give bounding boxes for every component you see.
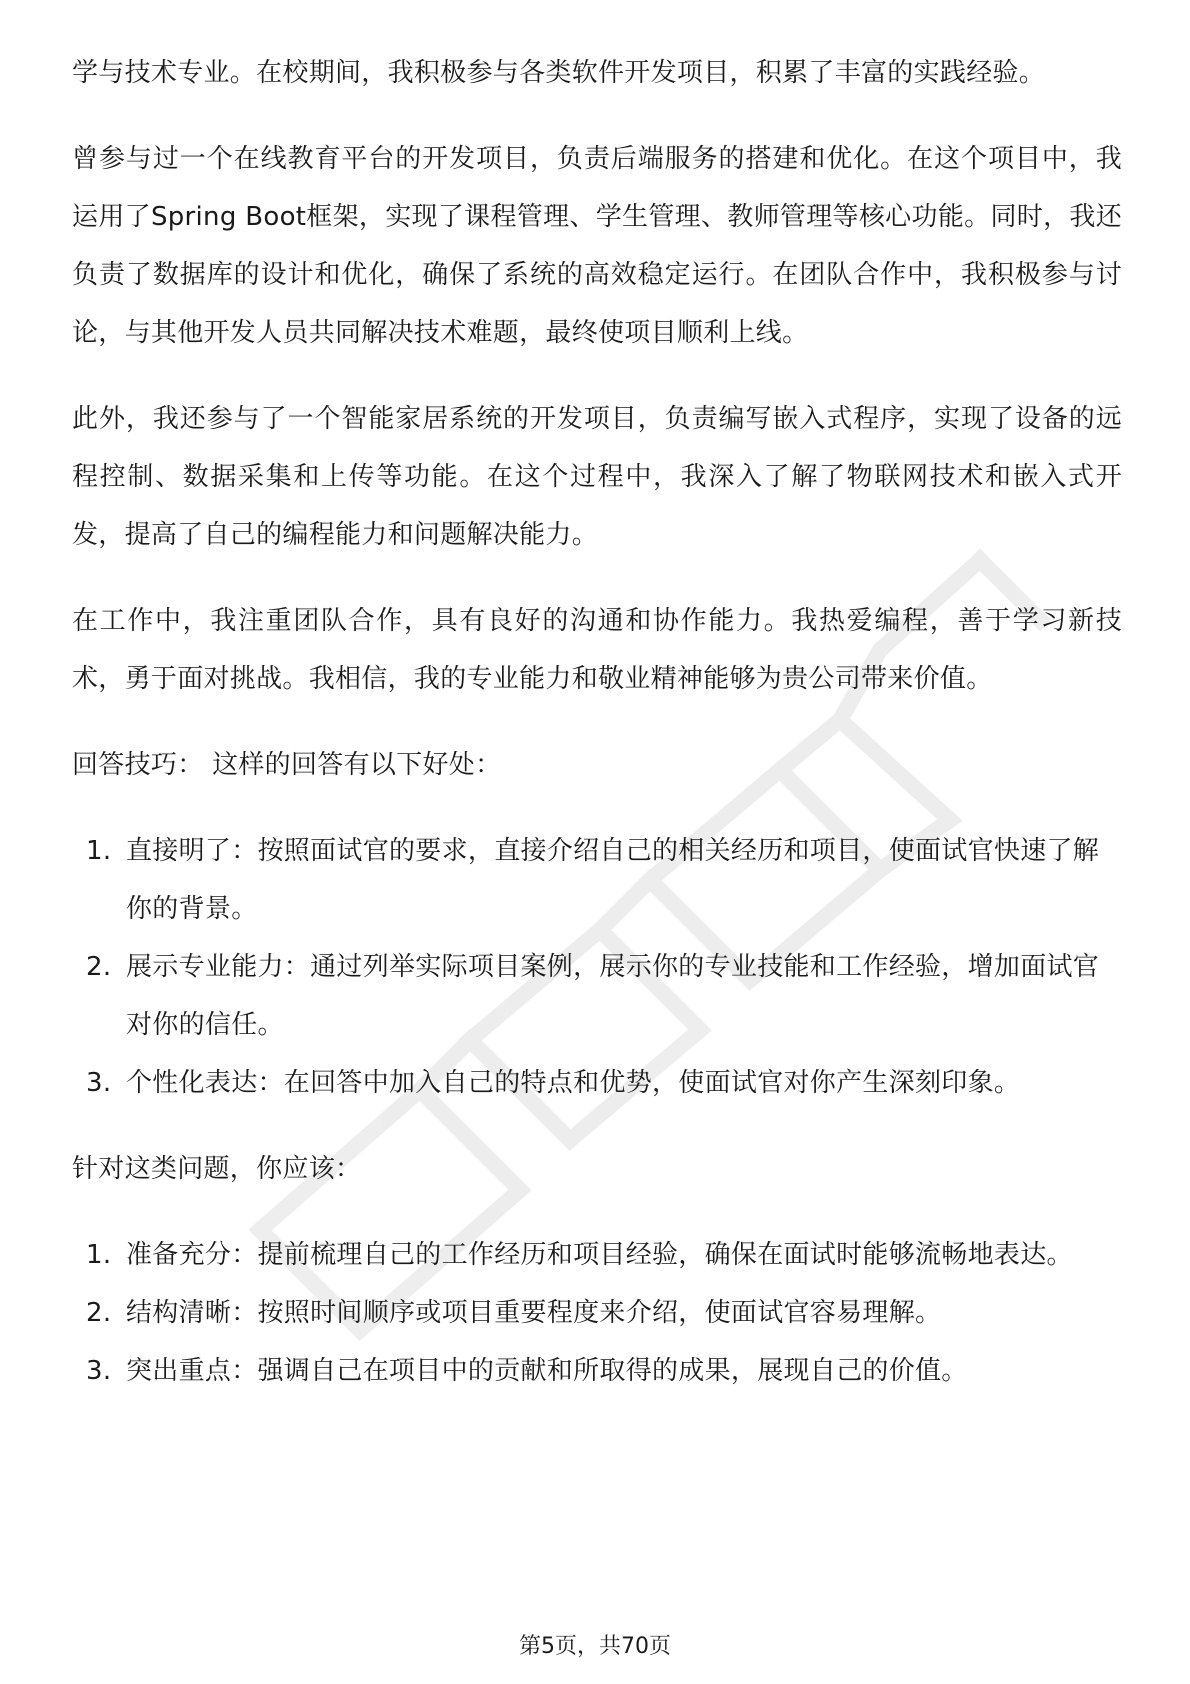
paragraph: 学与技术专业。在校期间，我积极参与各类软件开发项目，积累了丰富的实践经验。	[72, 58, 1046, 88]
list-item-text: 突出重点：强调自己在项目中的贡献和所取得的成果，展现自己的价值。	[126, 1356, 968, 1386]
list-item	[72, 1342, 1122, 1400]
list-number: 3.	[86, 1068, 112, 1098]
main-content	[72, 44, 1122, 1428]
list-number: 1.	[86, 1240, 112, 1270]
list-item-text: 直接明了：按照面试官的要求，直接介绍自己的相关经历和项目，使面试官快速了解你的背景。	[126, 836, 1100, 924]
paragraph: 在工作中，我注重团队合作，具有良好的沟通和协作能力。我热爱编程，善于学习新技术，勇于面对挑战。我相信，我的专业能力和敬业精神能够为贵公司带来价值。	[72, 606, 1122, 694]
list-item	[72, 822, 1122, 938]
list-item	[72, 938, 1122, 1054]
list-item	[72, 1054, 1122, 1112]
list-number: 1.	[86, 836, 112, 866]
list-item-text: 准备充分：提前梳理自己的工作经历和项目经验，确保在面试时能够流畅地表达。	[126, 1240, 1073, 1270]
list-item-text: 展示专业能力：通过列举实际项目案例，展示你的专业技能和工作经验，增加面试官对你的信任。	[126, 952, 1100, 1040]
paragraph: 曾参与过一个在线教育平台的开发项目，负责后端服务的搭建和优化。在这个项目中，我运用了Spring Boot框架，实现了课程管理、学生管理、教师管理等核心功能。同时，我还负责了数据库的设计和优化，确保了系统的高效稳定运行。在团队合作中，我积极参与讨论，与其他开发人员共同解决技术难题，最终使项目顺利上线。	[72, 144, 1122, 348]
list-number: 3.	[86, 1356, 112, 1386]
list-number: 2.	[86, 952, 112, 982]
should-list	[72, 1226, 1122, 1400]
list-item-text: 个性化表达：在回答中加入自己的特点和优势，使面试官对你产生深刻印象。	[126, 1068, 1021, 1098]
should-heading: 针对这类问题，你应该：	[72, 1154, 362, 1184]
paragraph: 此外，我还参与了一个智能家居系统的开发项目，负责编写嵌入式程序，实现了设备的远程控制、数据采集和上传等功能。在这个过程中，我深入了解了物联网技术和嵌入式开发，提高了自己的编程能力和问题解决能力。	[72, 404, 1122, 550]
list-number: 2.	[86, 1298, 112, 1328]
list-item	[72, 1226, 1122, 1284]
list-item	[72, 1284, 1122, 1342]
tips-heading: 回答技巧： 这样的回答有以下好处：	[72, 750, 502, 780]
page-footer: 第5页，共70页	[519, 1634, 671, 1659]
tips-list	[72, 822, 1122, 1112]
list-item-text: 结构清晰：按照时间顺序或项目重要程度来介绍，使面试官容易理解。	[126, 1298, 942, 1328]
